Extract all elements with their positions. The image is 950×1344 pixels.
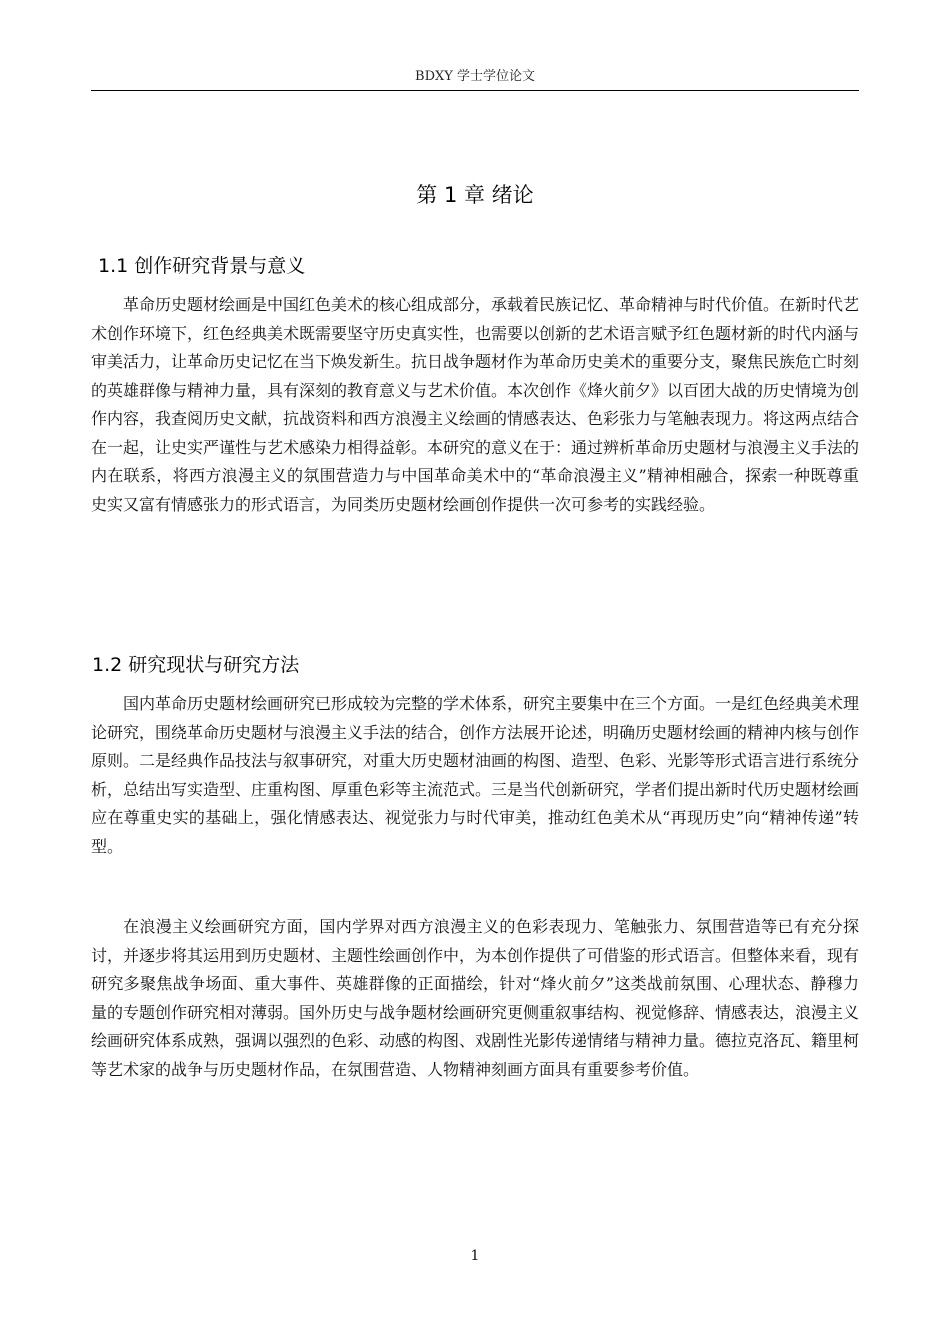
section-heading-1-2: 1.2 研究现状与研究方法 <box>92 654 300 676</box>
chapter-title: 第 1 章 绪论 <box>416 183 534 207</box>
page-number: 1 <box>470 1248 480 1264</box>
running-header: BDXY 学士学位论文 <box>91 68 859 91</box>
section-heading-1-1: 1.1 创作研究背景与意义 <box>98 255 306 277</box>
body-paragraph: 革命历史题材绘画是中国红色美术的核心组成部分，承载着民族记忆、革命精神与时代价值。在新时代艺术创作环境下，红色经典美术既需要坚守历史真实性，也需要以创新的艺术语言赋予红色题材新的时代内涵与审美活力，让革命历史记忆在当下焕发新生。抗日战争题材作为革命历史美术的重要分支，聚焦民族危亡时刻的英雄群像与精神力量，具有深刻的教育意义与艺术价值。本次创作《烽火前夕》以百团大战的历史情境为创作内容，我查阅历史文献，抗战资料和西方浪漫主义绘画的情感表达、色彩张力与笔触表现力。将这两点结合在一起，让史实严谨性与艺术感染力相得益彰。本研究的意义在于：通过辨析革命历史题材与浪漫主义手法的内在联系，将西方浪漫主义的氛围营造力与中国革命美术中的“革命浪漫主义”精神相融合，探索一种既尊重史实又富有情感张力的形式语言，为同类历史题材绘画创作提供一次可参考的实践经验。 <box>91 295 860 514</box>
body-paragraph: 在浪漫主义绘画研究方面，国内学界对西方浪漫主义的色彩表现力、笔触张力、氛围营造等已有充分探讨，并逐步将其运用到历史题材、主题性绘画创作中，为本创作提供了可借鉴的形式语言。但整体来看，现有研究多聚焦战争场面、重大事件、英雄群像的正面描绘，针对“烽火前夕”这类战前氛围、心理状态、静穆力量的专题创作研究相对薄弱。国外历史与战争题材绘画研究更侧重叙事结构、视觉修辞、情感表达，浪漫主义绘画研究体系成熟，强调以强烈的色彩、动感的构图、戏剧性光影传递情绪与精神力量。德拉克洛瓦、籍里柯等艺术家的战争与历史题材作品，在氛围营造、人物精神刻画方面具有重要参考价值。 <box>91 917 860 1079</box>
body-paragraph: 国内革命历史题材绘画研究已形成较为完整的学术体系，研究主要集中在三个方面。一是红色经典美术理论研究，围绕革命历史题材与浪漫主义手法的结合，创作方法展开论述，明确历史题材绘画的精神内核与创作原则。二是经典作品技法与叙事研究，对重大历史题材油画的构图、造型、色彩、光影等形式语言进行系统分析，总结出写实造型、庄重构图、厚重色彩等主流范式。三是当代创新研究，学者们提出新时代历史题材绘画应在尊重史实的基础上，强化情感表达、视觉张力与时代审美，推动红色美术从“再现历史”向“精神传递”转型。 <box>91 694 860 856</box>
